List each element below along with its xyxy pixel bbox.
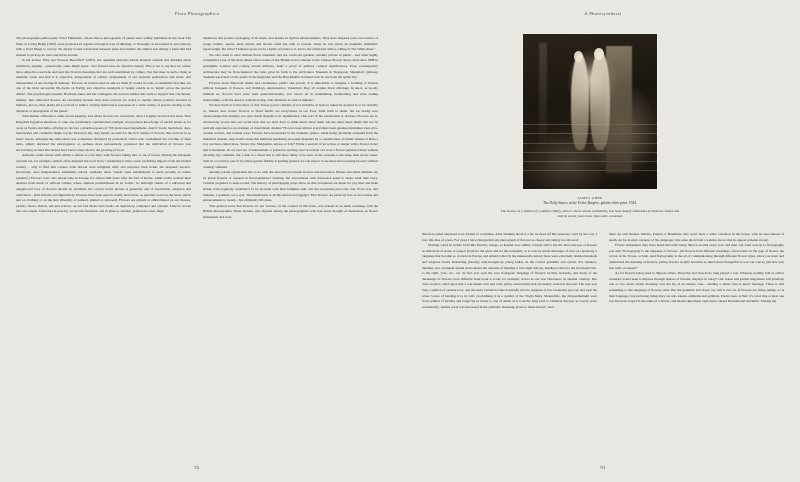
plate-work-title: The Dolly Sisters at the Folies Bergère [543,201,599,206]
paragraph: In his lecture 'Why Are Flowers Beautiful?' (2007), the quantum physicist David Deutsch extends this thinking about symbiosis, arguing - quixotically, some might argue - that flowers have an objective beauty. This is not to say that we cannot have subjective reactions and read into flowers meanings that are well established by culture, 'but that there is such a thing as aesthetic value and that it is objective, independent of culture, independent of our personal preferences and tastes, and independent of our biological makeup.' Flowers do indeed send us and we them (it would be wise to remember that they are one of the most successful life-forms on Earth), and objective standards of beauty enable us to 'signal across the species divide'. The psychologist Jeanette Haviland-Jones and her colleagues cite several studies that seem to support this conclusion, namely, 'that cultivated flowers are rewarding because they have evolved (in order) to rapidly induce positive emotion in humans, just as other plants have evolved to induce varying behavioural responses in a wide variety of species leading to the dispersal or propagation of the plants'. [16,58,191,113]
paragraph: Flowers mark important rituals and ceremonies, public and private. It is impossible to imagine a wedding or funeral without bouquets of flowers, and birthdays, anniversaries, Valentine's Day, all require floral offerings. In short, as Goody reminds us, flowers have been used quasi-universally, and 'above all in establishing, maintaining and even ending relationships, with the dead as with the living, with divinities as well as humans'.' [203,80,378,102]
plate-text-spacer [609,36,784,232]
paragraph: That general scene that flowers are not 'serious', in the context of this book, was echoed in an small exchange with the British photographer Nader Kander, who figured among the photographers who had never thought of themselves as flower enthusiasts and were [203,203,378,219]
text-column-1 [16,36,191,456]
page-number-left: 92 [194,465,200,470]
text-column-4 [609,36,784,456]
right-page [400,0,800,482]
paragraph: banknotes and product packaging of all kinds, and feature in myriad advertisements. They have inspired poets and writers of songs, ballets, operas, short stories and novels. After his visit to Colette, when he was given an exquisite 'millefiori' paperweight, the writer Truman Capote wrote a hymn of praise to it, and to the celebrated author, calling it 'The White Rose'.' [203,36,378,52]
text-column-3 [422,36,597,456]
text-column-2 [203,36,378,456]
paragraph: Attitudes could always shift within a culture or over time, with flowers falling into or out of favour. During the European colonial era, for example, settlers often despised the local flora, considering it mere weed, preferring imports from the mother country - only to find that colours from abroad were delighted with, and exported back home, the despised 'exotics'. (Ironically, once independence sentiments stirred, suddenly those 'weeds' were rehabilitated to serve proudly as nation symbols.) Flowers were also unwelcome in Europe for almost 600 years after the fall of Rome, while Goldy noticed their absence from much of African culture, where animals predominated in art forms.' So although claims of a universal and unequivocal love of flowers should be qualified, the overall world picture is generally one of fascination, adoption and cultivation - both literally and figuratively. Flowers have been used in bodily decoration, as garlands worn on the head, and in and on clothing or on the skin (literally, or painted, printed or tattooed). Flowers are printed or embroidered on our dresses, jackets, shorts, shawls, ties and scarves, on our bed sheets and towels, on upholstery, wallpaper and curtains. They've woven into our carpets, fabricated in jewelry, carved into furniture, cast in glass or ceramic, printed on coins, flags, [16,153,191,214]
paragraph: Flower enthusiasts may have heard this term being thrown around every now and then, but what exactly is floriography you ask? Floriography is the language of flowers. All flowers hold different meanings, often based on the type of flower, the colour of the flower, or both. And floriography is the art of communicating through different flower types. Once you learn and understand the meaning of flowers, giving flowers as gifts becomes so much more thoughtful as you can convey just how you feel with a bouquet!'' [609,243,784,270]
paragraph: As for flowers being used to impress others, hierarchy and class have long played a role. Whereas wealthy folk of earlier centuries would seek to impress through masses of blooms, displays in today's chic house and garden magazines will privilege one or two exotic stems drooping over the lip of an austere vase - sending a subtle 'less is more' message. There is still something to this language of flowers, then. But the grammar isn't fixed, nor will it ever be. If flowers are living beings, so is their language, beyond being things they are also tokens, emblems and symbols. Potent ones, at that: it's a fact that at least one war has been waged in the name of a flower, and heated diplomatic spats have caused international incidents.'' During the [609,271,784,304]
paragraph: Yet how ironic it is that most of this 'flower power' remains, if not invisible, at least so taken for granted as to be virtually so. Indeed, how ironic: flowers or floral motifs are everywhere in our lives, from birth to death, but we hardly ever acknowledge this ubiquity, nor give much thought to its significance. One part of the explanation is obvious. Flowers are so intrinsically woven into our social lives that we don't have to think much about them. On the other hand, might this not be partially explained as an example of chauvinistic disdain? Flowers have almost everywhere been gendered feminine: men give, women receive, and women wear. Flowers have blossomed in the domestic sphere, while being decidedly excluded from the industrial domain. Any doubts about this feminine gendering are easily dispelled by a consideration of babies' names: is there a boy out there called Rose, Violet, Iris, Marguerite, Alyssa or Lily? While a portrait of an actress or singer with a flower in her hair is mundane, do we ever see a businessman or politician sporting one? A woman can wear a flower-patterned dress without eliciting any comment, but a man in a floral suit is still more likely to be seen on the catwalk or the stage than on the street. Still, in a world (or part of it) where gender fluidity is gaining ground, we can expect to see more men wearing flowers without causing comment. [203,103,378,169]
paragraph: there are still modern Italians, French or Brazilians who won't have a white carnation in the house, with its associations of death. As for modern versions of 'the language', this sales pitch from a website shows that its appeal remains strong: [609,232,784,242]
page-number-right: 93 [600,465,606,470]
paragraph: Another partial explanation has to do with the association between flowers and innocence. Babies and small children can be given flowers or dressed in floral-patterned clothing, but associations with innocence seem to make adult men leery. Cultural prejudice is deep-rooted. The history of photography plays show us that exceptions are made for gay men and male artists, both popularly considered 'to be in touch with their feminine side', but the exceptions prove the rule. Flora was, and remains, a goddess, not a god. The implication is all this historical baggage? That flowers are perfectly free as decoration and enhancements to beauty - but ultimately frivolous. [203,170,378,203]
left-page-columns [16,36,378,456]
paragraph: The photographer-philosopher Ernst Fuhrmann, whose macro-photographs of plants were widely published in his book The Plant as Living Being (1930), even proposed an organic-ecological way of thinking, or 'biosophy' as he termed it, and came up with a vivid image to convey the deeply rooted connection between plant and animal: the animal was simply a plant that had learned to pick up its roots and move around. [16,36,191,57]
right-page-columns [422,36,784,456]
plate-credit: JAMES ABBE [577,196,603,200]
plate-work-details: , gelatin silver print, 1924. [598,201,637,206]
running-head-right: A Photosynthesis [584,11,622,16]
plate-text-spacer [422,36,597,232]
paragraph: Nothing could be further from this frivolity charge, so Kander now admits. I might add to my list above the use of flowers as indicators of status or respect (both for the giver and for the recipient), or to convey subtle messages of love (or rejection), a language that became so evolved in Europe and America that by the nineteenth century there were extremely detailed manuals and etiquette books instructing (mostly) well-brought-up young ladies on the correct grammar and syntax. For instance, handing over a bouquet upside down meant the opposite of handing it over right side up, handing it tilted to the left meant 'me', to the right, 'you', etc., etc. In fact, few took the very bourgeois 'language of flowers' terribly seriously, and many of the 'meanings' of flowers were different from book to book; for example, acacia in one was 'bitterness', in another 'anxiety'. But even sceptics could agree that a rose meant love and a lily purity, associations that are deeply rooted in the past. The rose was long a symbol of sensual love, and the early Christian Church initially tried to suppress it, but eventually gave up and took the wiser course of bending it to its will, proclaiming it as a symbol of the Virgin Mary. Meanwhile, the chrysanthemum went from symbol of fertility and longevity in China to one of death, as it took the long road to Christian Europe; as Goody notes sardonically, 'neither party was interested in the symbolic meanings given to them abroad.'' And [422,243,597,309]
paragraph: With human civilization came record keeping, and where flowers are concerned, what a lengthy record it has been. New Kingdom Egyptian medicine, to take one particularly sophisticated example, incorporated knowledge of useful plants as far away as Persia and India, offering its doctors a pharmacopoeia of 700 plant-based ingredients. And if foods, medicines, dyes, insecticides and cosmetics might top the historical list, they hardly account for the rich culture of flowers that evolved in so many places, although the elaboration was sometimes disrupted by puritanical critics who condemned the worship of false idols, simply deplored the extravagance or, perhaps more persuasively, protested that the cultivation of flowers was encroaching on land that should have been consecrated to the growing of food. [16,114,191,152]
running-head-left: Flora Photographica [174,11,220,16]
plate-caption-note: The flower as a symbol of youthful vitality, and of course sexual availability, has been deeply embedded in Western culture and only in recent years been vigorously contested. [500,209,680,219]
paragraph: therefore rather surprised to be invited to contribute. After thinking about it a bit, he fired off this response: 'And by the way, I love this idea of yours. For years I have disregarded any photograph of flowers as cheesy and simply not allowed.' [422,232,597,242]
paragraph: We can't seem to exist without floral ornament, and nor could our gardens, whether private or public - and often highly competitive (one of the most talked about events of the British social calendar is the Chelsea Flower Show, held since 1888 in springtime London and costing untold millions, itself a proof of primary cultural significance). Even contemporary architecture may be flora-inspired: the lotus gave its form to the ArtScience Museum in Singapore; Shanghai's Qizhong Stadium was based on the petals of the magnolia; and the Burj Khalifa in Dubai took its cue from the spider lily. [203,52,378,80]
